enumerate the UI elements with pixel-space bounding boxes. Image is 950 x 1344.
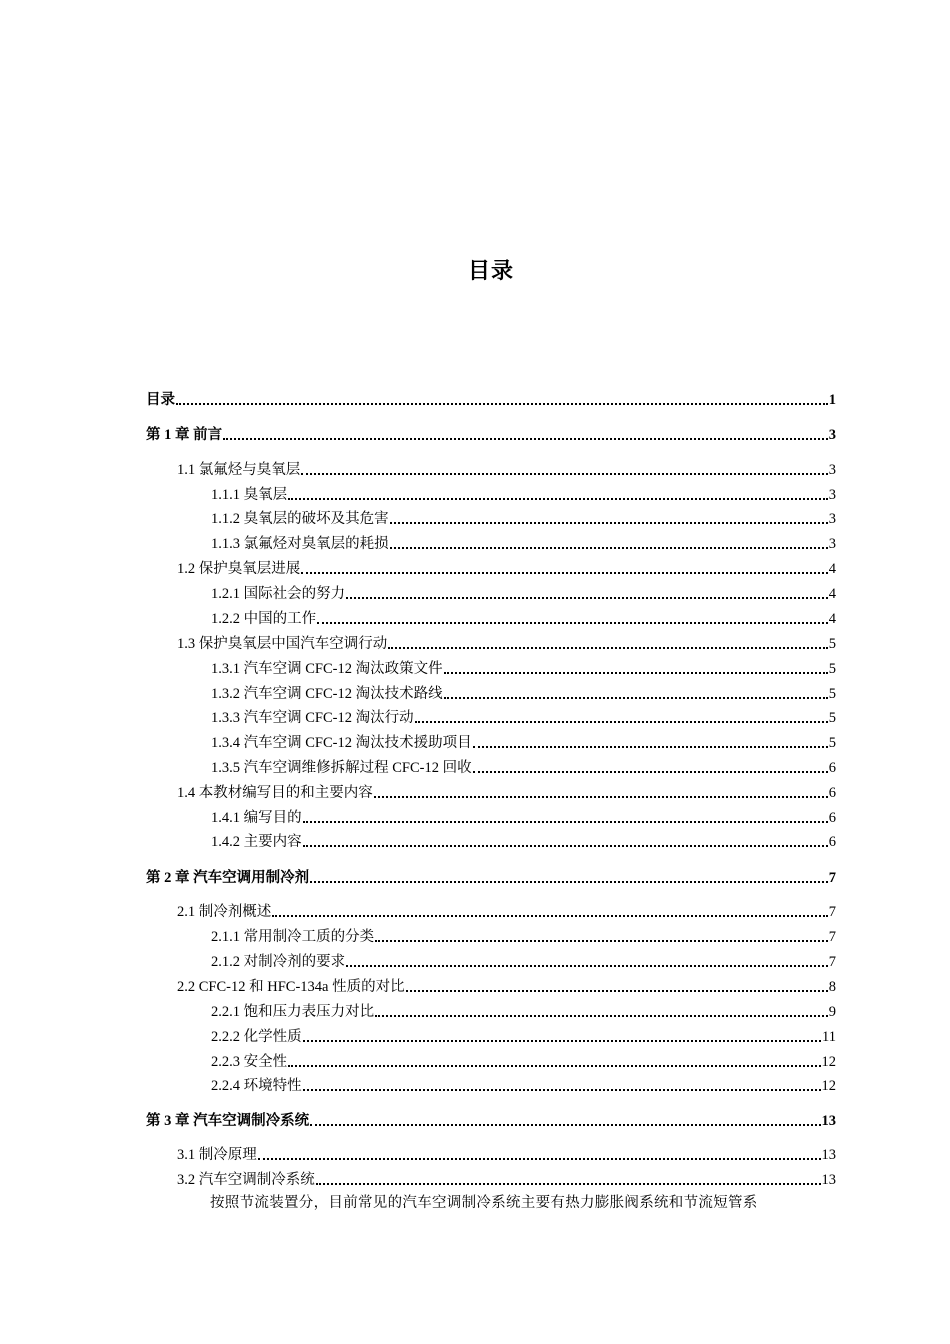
toc-leader — [301, 572, 828, 574]
toc-entry-title: 1.3.1 汽车空调 CFC-12 淘汰政策文件 — [211, 661, 443, 677]
toc-leader — [415, 721, 828, 723]
toc-entry-title: 第 2 章 汽车空调用制冷剂 — [146, 870, 310, 886]
toc-entry-title: 1.3 保护臭氧层中国汽车空调行动 — [177, 636, 388, 652]
toc-entry-title: 2.1.2 对制冷剂的要求 — [211, 954, 346, 970]
toc-entry-page: 8 — [828, 979, 836, 995]
toc-entry-title: 2.2.1 饱和压力表压力对比 — [211, 1004, 375, 1020]
toc-entry[interactable] — [146, 485, 836, 505]
toc-entry-page: 5 — [828, 686, 836, 702]
toc-entry-page: 3 — [828, 427, 836, 443]
toc-entry[interactable] — [146, 425, 836, 445]
toc-entry-title: 1.3.4 汽车空调 CFC-12 淘汰技术援助项目 — [211, 735, 472, 751]
toc-leader — [473, 746, 828, 748]
toc-entry-title: 2.2.4 环境特性 — [211, 1078, 302, 1094]
toc-leader — [406, 990, 828, 992]
toc-entry[interactable] — [146, 584, 836, 604]
toc-leader — [390, 547, 828, 549]
toc-entry-page: 9 — [828, 1004, 836, 1020]
toc-leader — [346, 965, 828, 967]
toc-entry[interactable] — [146, 902, 836, 922]
toc-entry-page: 12 — [821, 1054, 836, 1070]
toc-entry-page: 1 — [828, 392, 836, 408]
toc-entry[interactable] — [146, 808, 836, 828]
toc-leader — [444, 697, 828, 699]
toc-leader — [346, 597, 828, 599]
toc-entry-page: 13 — [821, 1147, 836, 1163]
toc-entry[interactable] — [146, 1145, 836, 1165]
toc-leader — [473, 771, 828, 773]
toc-entry-page: 5 — [828, 636, 836, 652]
toc-leader — [288, 498, 828, 500]
body-paragraph: 按照节流装置分，目前常见的汽车空调制冷系统主要有热力膨胀阀系统和节流短管系 — [210, 1195, 758, 1211]
toc-entry-title: 1.1.2 臭氧层的破坏及其危害 — [211, 511, 389, 527]
toc-entry-page: 3 — [828, 511, 836, 527]
toc-entry[interactable] — [146, 1170, 836, 1190]
toc-entry-page: 7 — [828, 954, 836, 970]
toc-leader — [303, 1089, 821, 1091]
toc-entry-page: 4 — [828, 586, 836, 602]
toc-entry-page: 3 — [828, 462, 836, 478]
toc-entry[interactable] — [146, 927, 836, 947]
toc-leader — [310, 881, 828, 883]
toc-entry[interactable] — [146, 534, 836, 554]
toc-entry-page: 13 — [821, 1172, 836, 1188]
toc-entry[interactable] — [146, 733, 836, 753]
toc-entry-page: 12 — [821, 1078, 836, 1094]
toc-entry[interactable] — [146, 634, 836, 654]
toc-entry[interactable] — [146, 783, 836, 803]
toc-leader — [303, 1040, 821, 1042]
toc-leader — [390, 522, 828, 524]
toc-entry-title: 1.2.2 中国的工作 — [211, 611, 317, 627]
toc-entry-title: 2.1 制冷剂概述 — [177, 904, 272, 920]
toc-entry-page: 5 — [828, 735, 836, 751]
toc-entry-page: 6 — [828, 810, 836, 826]
toc-entry-title: 1.1.1 臭氧层 — [211, 487, 288, 503]
toc-entry[interactable] — [146, 708, 836, 728]
toc-entry-title: 1.3.3 汽车空调 CFC-12 淘汰行动 — [211, 710, 414, 726]
toc-entry-title: 3.1 制冷原理 — [177, 1147, 257, 1163]
toc-entry[interactable] — [146, 609, 836, 629]
toc-entry-title: 2.2 CFC-12 和 HFC-134a 性质的对比 — [177, 979, 405, 995]
toc-entry-page: 11 — [822, 1029, 836, 1045]
toc-entry[interactable] — [146, 977, 836, 997]
toc-entry-title: 第 1 章 前言 — [146, 427, 223, 443]
toc-entry[interactable] — [146, 1002, 836, 1022]
toc-entry-page: 6 — [828, 785, 836, 801]
toc-entry-title: 1.4.2 主要内容 — [211, 834, 302, 850]
toc-leader — [288, 1065, 820, 1067]
toc-entry-title: 1.3.5 汽车空调维修拆解过程 CFC-12 回收 — [211, 760, 472, 776]
toc-entry-page: 3 — [828, 536, 836, 552]
toc-leader — [388, 647, 828, 649]
toc-entry-title: 1.4 本教材编写目的和主要内容 — [177, 785, 373, 801]
toc-entry-page: 3 — [828, 487, 836, 503]
toc-leader — [375, 1015, 828, 1017]
toc-entry-title: 2.2.3 安全性 — [211, 1054, 288, 1070]
toc-entry[interactable] — [146, 559, 836, 579]
toc-entry-page: 4 — [828, 611, 836, 627]
toc-entry-page: 5 — [828, 661, 836, 677]
toc-entry[interactable] — [146, 1027, 836, 1047]
toc-entry-page: 4 — [828, 561, 836, 577]
toc-entry-title: 1.2 保护臭氧层进展 — [177, 561, 301, 577]
page-title: 目录 — [467, 259, 514, 284]
toc-entry[interactable] — [146, 460, 836, 480]
toc-entry[interactable] — [146, 952, 836, 972]
toc-entry[interactable] — [146, 659, 836, 679]
toc-entry[interactable] — [146, 1111, 836, 1131]
toc-entry-page: 7 — [828, 870, 836, 886]
toc-entry-title: 1.1 氯氟烃与臭氧层 — [177, 462, 301, 478]
toc-entry-page: 13 — [821, 1113, 836, 1129]
toc-entry-title: 第 3 章 汽车空调制冷系统 — [146, 1113, 310, 1129]
toc-entry-page: 6 — [828, 760, 836, 776]
toc-leader — [303, 821, 828, 823]
toc-entry[interactable] — [146, 1052, 836, 1072]
toc-entry-title: 2.1.1 常用制冷工质的分类 — [211, 929, 375, 945]
toc-entry-page: 7 — [828, 929, 836, 945]
toc-leader — [176, 403, 828, 405]
toc-entry-title: 目录 — [146, 392, 175, 408]
toc-entry-title: 1.4.1 编写目的 — [211, 810, 302, 826]
toc-entry[interactable] — [146, 868, 836, 888]
toc-leader — [444, 672, 828, 674]
toc-leader — [272, 915, 828, 917]
toc-entry-title: 2.2.2 化学性质 — [211, 1029, 302, 1045]
toc-entry-page: 7 — [828, 904, 836, 920]
toc-entry-title: 1.1.3 氯氟烃对臭氧层的耗损 — [211, 536, 389, 552]
toc-entry-page: 5 — [828, 710, 836, 726]
toc-entry[interactable] — [146, 390, 836, 410]
toc-leader — [375, 940, 828, 942]
toc-entry-title: 3.2 汽车空调制冷系统 — [177, 1172, 315, 1188]
toc-entry[interactable] — [146, 832, 836, 852]
toc-leader — [374, 796, 828, 798]
toc-leader — [310, 1124, 820, 1126]
toc-entry-title: 1.3.2 汽车空调 CFC-12 淘汰技术路线 — [211, 686, 443, 702]
toc-leader — [301, 473, 828, 475]
toc-leader — [223, 438, 828, 440]
toc-entry[interactable] — [146, 1076, 836, 1096]
toc-entry[interactable] — [146, 758, 836, 778]
toc-entry-page: 6 — [828, 834, 836, 850]
toc-leader — [258, 1158, 821, 1160]
toc-leader — [316, 1183, 821, 1185]
toc-leader — [317, 622, 828, 624]
toc-leader — [303, 845, 828, 847]
toc-entry[interactable] — [146, 509, 836, 529]
toc-entry[interactable] — [146, 684, 836, 704]
toc-entry-title: 1.2.1 国际社会的努力 — [211, 586, 346, 602]
